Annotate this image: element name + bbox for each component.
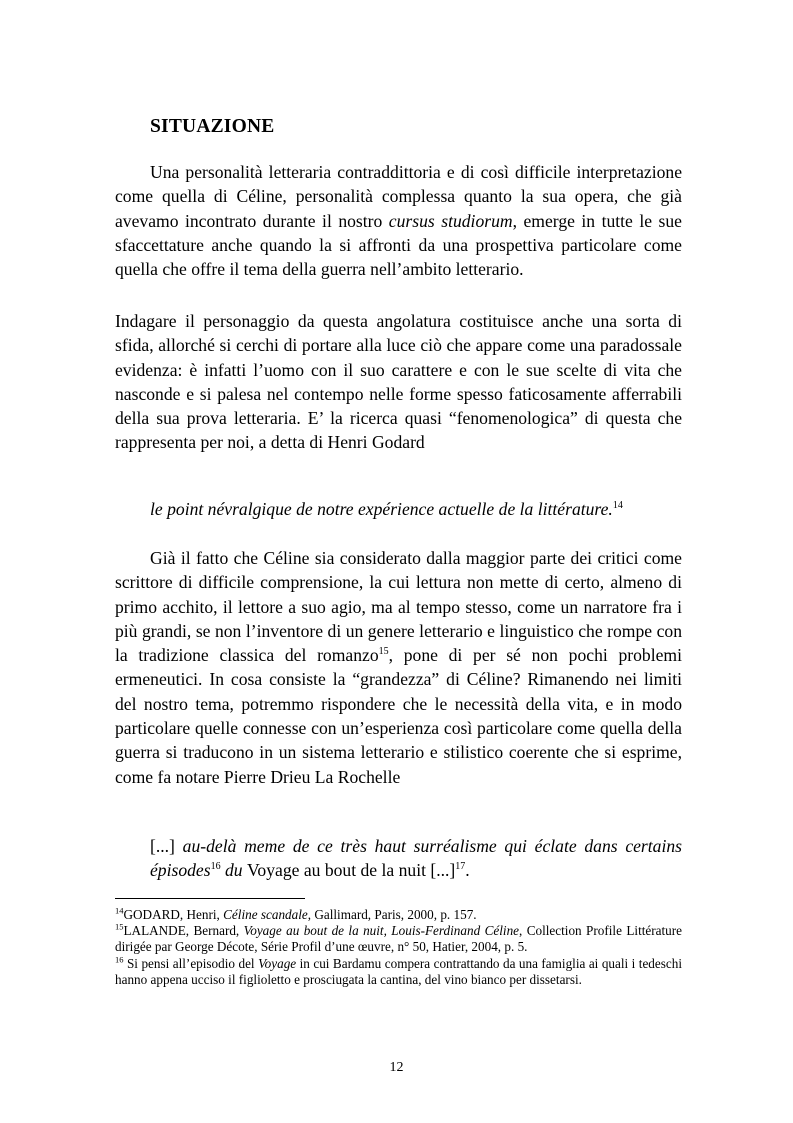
footnote-15: [115, 923, 682, 955]
p1-text-a: Una personalità letteraria contraddittoria e di così difficile interpretazione come quella di Céline, personalità complessa quanto la sua opera, che già avevamo incontrato durante il nostro: [115, 162, 682, 231]
p1-italic: cursus studiorum: [388, 210, 513, 231]
quote-2-du: du: [220, 860, 247, 881]
p3-text-b: , pone di per sé non pochi problemi ermeneutici. In cosa consiste la “grandezza” di Céline? Rimanendo nei limiti del nostro tema, potremmo rispondere che le necessità della vita, e in modo particolare quelle connesse con un’esperienza così particolare come quella della guerra si traducono in un sistema letterario e stilistico coerente che si esprime, come fa notare Pierre Drieu La Rochelle: [115, 645, 682, 787]
quote-2-italic: au-delà meme de ce très haut surréalisme qui éclate dans certains épisodes: [150, 836, 682, 881]
paragraph-2: Indagare il personaggio da questa angolatura costituisce anche una sorta di sfida, allorché si cerchi di portare alla luce ciò che appare come una paradossale evidenza: è infatti l’uomo con il suo carattere e con le sue scelte di vita che nasconde e si palesa nel contempo nelle forme spesso faticosamente afferrabili della sua prova letteraria. E’ la ricerca quasi “fenomenologica” di questa che rappresenta per noi, a detta di Henri Godard: [115, 311, 682, 453]
footnote-ref-16: 16: [210, 861, 221, 873]
footnote-ref-15: 15: [378, 646, 389, 658]
footnote-title: Voyage au bout de la nuit, Louis-Ferdinand Céline: [243, 923, 520, 939]
paragraph-1: [115, 160, 682, 281]
quote-2-bracket: [...]: [150, 836, 183, 856]
footnote-text: in cui Bardamu compera contrattando da una famiglia ai quali i tedeschi hanno appena ucciso il figlioletto e prosciugata la cantina, del vino bianco per dissetarsi.: [115, 955, 682, 987]
paragraph-3: [115, 546, 682, 789]
p3-text-a: Già il fatto che Céline sia considerato dalla maggior parte dei critici come scrittore di difficile comprensione, la cui lettura non mette di certo, almeno di primo acchito, il lettore a suo agio, ma al tempo stesso, come un narratore fra i più grandi, se non l’inventore di un genere letterario e linguistico che rompe con la tradizione classica del romanzo: [115, 548, 682, 666]
page-number: 12: [389, 1060, 404, 1075]
quote-1: [150, 497, 682, 521]
footnote-text: LALANDE, Bernard,: [123, 923, 244, 939]
quote-2: [150, 834, 682, 883]
footnote-16: [115, 956, 682, 988]
p1-text-b: , emerge in tutte le sue sfaccettature anche quando la si affronti da una prospettiva particolare come quella che offre il tema della guerra nell’ambito letterario.: [115, 210, 682, 280]
footnote-text: GODARD, Henri,: [123, 907, 224, 922]
footnote-divider: [115, 898, 305, 899]
quote-2-title: Voyage au bout de la nuit [...]: [246, 860, 456, 881]
footnotes: [115, 907, 682, 988]
footnote-number: 16: [115, 954, 124, 965]
footnote-ref-17: 17: [455, 861, 466, 873]
footnote-text: Si pensi all’episodio del: [123, 955, 259, 971]
footnote-number: 14: [115, 905, 124, 916]
footnote-title: Voyage: [258, 955, 297, 971]
footnote-ref-14: 14: [612, 500, 623, 512]
footnote-title: Céline scandale: [223, 907, 308, 922]
quote-2-end: .: [465, 860, 470, 881]
section-heading: SITUAZIONE: [150, 116, 275, 137]
footnote-14: [115, 907, 682, 923]
footnote-text: , Gallimard, Paris, 2000, p. 157.: [307, 907, 477, 922]
footnote-number: 15: [115, 921, 124, 932]
footnote-text: , Collection Profile Littérature dirigée par George Décote, Série Profil d’une œuvre, n° 50, Hatier, 2004, p. 5.: [115, 923, 683, 955]
quote-1-text: le point névralgique de notre expérience actuelle de la littérature.: [150, 499, 613, 519]
